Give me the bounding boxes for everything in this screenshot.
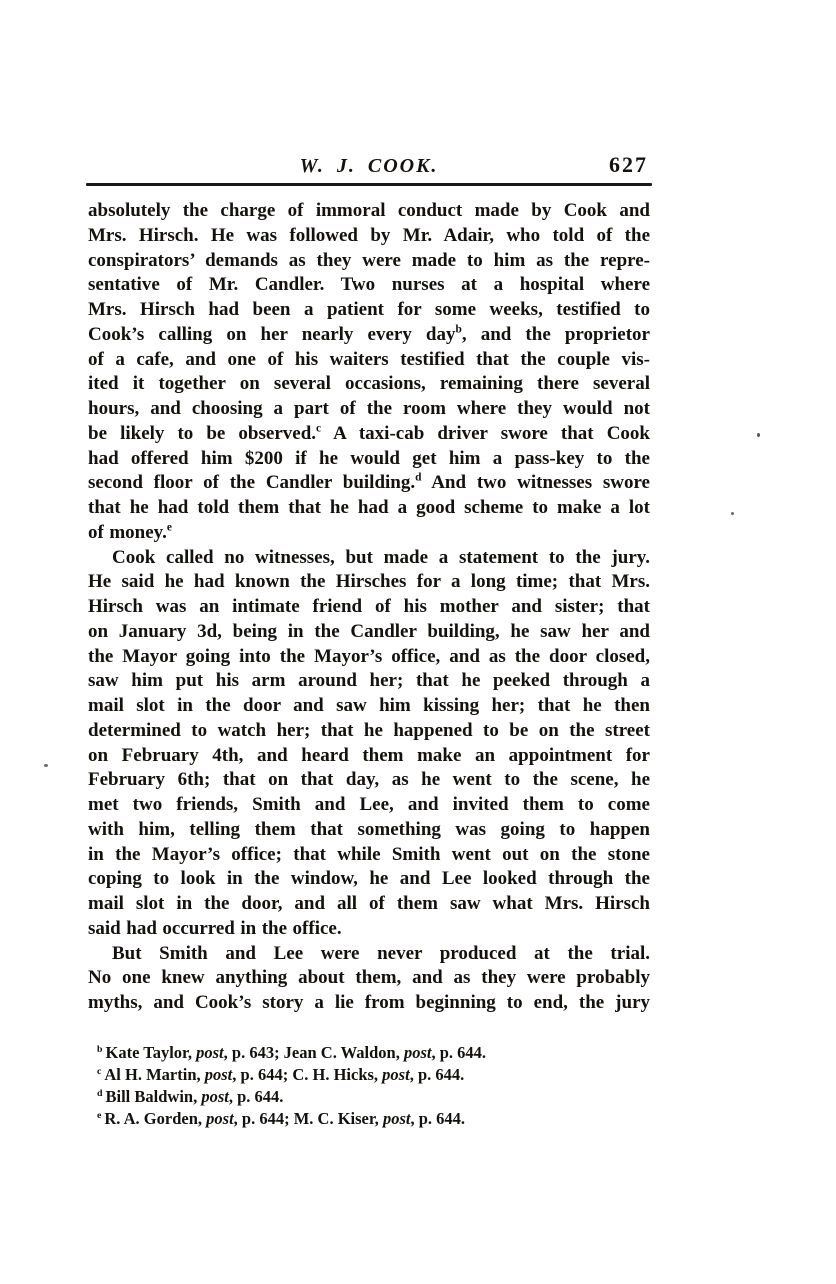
italic-term: post bbox=[382, 1109, 411, 1128]
text-line: conspirators’ demands as they were made to him as the repre- bbox=[88, 249, 650, 271]
italic-term: post bbox=[204, 1065, 233, 1084]
text-line: saw him put his arm around her; that he peeked through a bbox=[88, 670, 650, 692]
page-number: 627 bbox=[609, 152, 648, 177]
scan-speck-artifact bbox=[44, 764, 48, 767]
text-line: on February 4th, and heard them make an appointment for bbox=[88, 744, 650, 766]
footnote-marker: b bbox=[97, 1043, 103, 1055]
text-line: No one knew anything about them, and as they were probably bbox=[88, 967, 650, 989]
text-line: Mrs. Hirsch had been a patient for some weeks, testified to bbox=[88, 299, 650, 320]
text-line: of money.$^e$ bbox=[88, 521, 172, 543]
footnote-marker: c bbox=[97, 1065, 102, 1077]
text-line: February 6th; that on that day, as he went to the scene, he bbox=[88, 769, 650, 791]
scan-speck-artifact bbox=[757, 433, 760, 437]
italic-term: post bbox=[201, 1087, 229, 1106]
text-line: the Mayor going into the Mayor’s office, and as the door closed, bbox=[88, 645, 650, 667]
text-line: on January 3d, being in the Candler building, he saw her and bbox=[88, 620, 650, 642]
text-line: He said he had known the Hirsches for a long time; that Mrs. bbox=[88, 571, 650, 593]
footnote-marker: c bbox=[316, 422, 322, 435]
footnote-marker: e bbox=[166, 521, 172, 534]
italic-term: post bbox=[206, 1109, 234, 1128]
page-header bbox=[88, 154, 650, 180]
text-line: mail slot in the door, and all of them saw what Mrs. Hirsch bbox=[88, 893, 650, 914]
text-line: of a cafe, and one of his waiters testified that the couple vis- bbox=[88, 348, 650, 370]
italic-term: post bbox=[196, 1043, 224, 1062]
text-line: Cook called no witnesses, but made a statement to the jury. bbox=[112, 546, 650, 568]
footnote: $^c$ Al H. Martin, post, p. 644; C. H. Hicks, post, p. 644. bbox=[97, 1065, 465, 1084]
footnote: $^e$ R. A. Gorden, post, p. 644; M. C. Kiser, post, p. 644. bbox=[97, 1109, 466, 1128]
text-line: sentative of Mr. Candler. Two nurses at a hospital where bbox=[88, 274, 650, 296]
text-line: mail slot in the door and saw him kissing her; that he then bbox=[88, 695, 650, 716]
scan-speck-artifact bbox=[731, 512, 734, 515]
text-line: ited it together on several occasions, remaining there several bbox=[88, 373, 650, 395]
running-head-title: W. J. COOK. bbox=[299, 155, 439, 177]
footnote: $^b$ Kate Taylor, post, p. 643; Jean C. Waldon, post, p. 644. bbox=[97, 1043, 487, 1062]
text-line: met two friends, Smith and Lee, and invited them to come bbox=[88, 794, 650, 815]
text-line: hours, and choosing a part of the room where they would not bbox=[88, 398, 650, 419]
text-line: absolutely the charge of immoral conduct made by Cook and bbox=[88, 200, 650, 221]
text-line: be likely to be observed.$^c$ A taxi-cab driver swore that Cook bbox=[88, 422, 650, 444]
text-line: determined to watch her; that he happened to be on the street bbox=[88, 719, 650, 741]
text-line: myths, and Cook’s story a lie from beginning to end, the jury bbox=[88, 992, 650, 1013]
footnotes bbox=[97, 1042, 650, 1130]
text-line: second floor of the Candler building.$^d$ And two witnesses swore bbox=[88, 471, 650, 494]
footnote-marker: d bbox=[415, 471, 422, 484]
footnote: $^d$ Bill Baldwin, post, p. 644. bbox=[97, 1087, 284, 1106]
text-line: with him, telling them that something was going to happen bbox=[88, 818, 650, 840]
text-line: in the Mayor’s office; that while Smith went out on the stone bbox=[88, 843, 650, 865]
text-line: coping to look in the window, he and Lee looked through the bbox=[88, 868, 650, 890]
text-line: had offered him $200 if he would get him a pass-key to the bbox=[88, 447, 650, 469]
footnote-marker: d bbox=[97, 1087, 103, 1099]
footnote-marker: b bbox=[455, 323, 462, 336]
text-line: But Smith and Lee were never produced at the trial. bbox=[112, 942, 650, 964]
header-rule bbox=[86, 183, 652, 186]
text-line: Cook’s calling on her nearly every day$^b$, and the proprietor bbox=[88, 323, 650, 345]
body-text bbox=[88, 199, 650, 1016]
italic-term: post bbox=[403, 1043, 432, 1062]
text-line: that he had told them that he had a good scheme to make a lot bbox=[88, 497, 650, 518]
text-line: Hirsch was an intimate friend of his mother and sister; that bbox=[88, 596, 650, 617]
text-line: Mrs. Hirsch. He was followed by Mr. Adair, who told of the bbox=[88, 224, 650, 246]
footnote-marker: e bbox=[97, 1109, 102, 1121]
italic-term: post bbox=[382, 1065, 410, 1084]
text-line: said had occurred in the office. bbox=[88, 917, 342, 939]
